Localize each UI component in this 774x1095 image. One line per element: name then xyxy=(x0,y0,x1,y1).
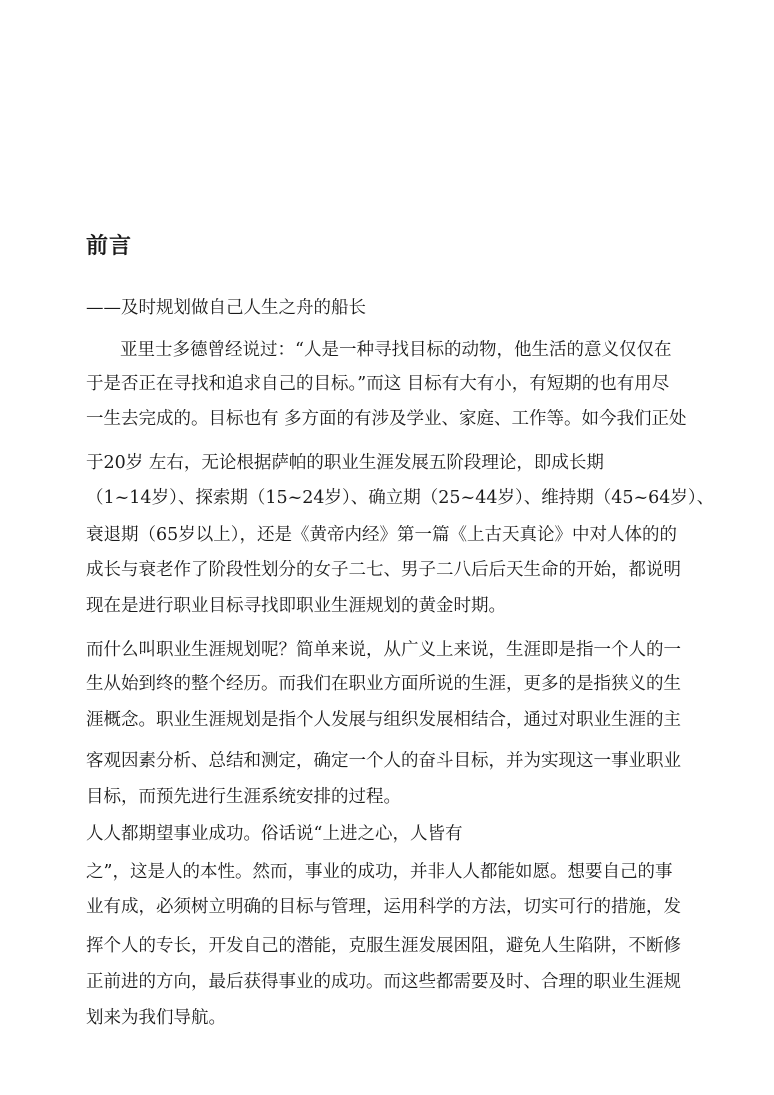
paragraph-line: 亚里士多德曾经说过：“人是一种寻找目标的动物，他生活的意义仅仅在 xyxy=(120,340,672,360)
paragraph-line: 挥个人的专长，开发自己的潜能，克服生涯发展困阻，避免人生陷阱，不断修 xyxy=(86,936,681,956)
paragraph-line: 划来为我们导航。 xyxy=(86,1008,226,1028)
paragraph-line: 生从始到终的整个经历。而我们在职业方面所说的生涯，更多的是指狭义的生 xyxy=(86,674,681,694)
paragraph-line: 一生去完成的。目标也有 多方面的有涉及学业、家庭、工作等。如今我们正处 xyxy=(86,409,687,429)
paragraph-line: 而什么叫职业生涯规划呢？简单来说，从广义上来说，生涯即是指一个人的一 xyxy=(86,640,681,660)
paragraph-line: 涯概念。职业生涯规划是指个人发展与组织发展相结合，通过对职业生涯的主 xyxy=(86,710,681,730)
paragraph-line: 目标，而预先进行生涯系统安排的过程。 xyxy=(86,787,401,807)
paragraph-line: 衰退期（65岁以上），还是《黄帝内经》第一篇《上古天真论》中对人体的的 xyxy=(86,525,678,545)
paragraph-line: 成长与衰老作了阶段性划分的女子二七、男子二八后后天生命的开始，都说明 xyxy=(86,560,681,580)
paragraph-line: 业有成，必须树立明确的目标与管理，运用科学的方法，切实可行的措施，发 xyxy=(86,897,681,917)
paragraph-line: 于20岁 左右，无论根据萨帕的职业生涯发展五阶段理论，即成长期 xyxy=(86,453,604,473)
subtitle: ——及时规划做自己人生之舟的船长 xyxy=(86,298,366,318)
paragraph-line: 之”，这是人的本性。然而，事业的成功，并非人人都能如愿。想要自己的事 xyxy=(86,862,673,882)
document-title: 前言 xyxy=(86,234,133,259)
paragraph-line: 客观因素分析、总结和测定，确定一个人的奋斗目标，并为实现这一事业职业 xyxy=(86,751,681,771)
paragraph-line: 正前进的方向，最后获得事业的成功。而这些都需要及时、合理的职业生涯规 xyxy=(86,972,681,992)
paragraph-line: 现在是进行职业目标寻找即职业生涯规划的黄金时期。 xyxy=(86,596,506,616)
paragraph-line: 人人都期望事业成功。俗话说“上进之心，人皆有 xyxy=(86,824,463,844)
paragraph-line: 于是否正在寻找和追求自己的目标。”而这 目标有大有小，有短期的也有用尽 xyxy=(86,374,670,394)
paragraph-line: （1~14岁）、探索期（15~24岁）、确立期（25~44岁）、维持期（45~64岁）、 xyxy=(86,488,715,508)
